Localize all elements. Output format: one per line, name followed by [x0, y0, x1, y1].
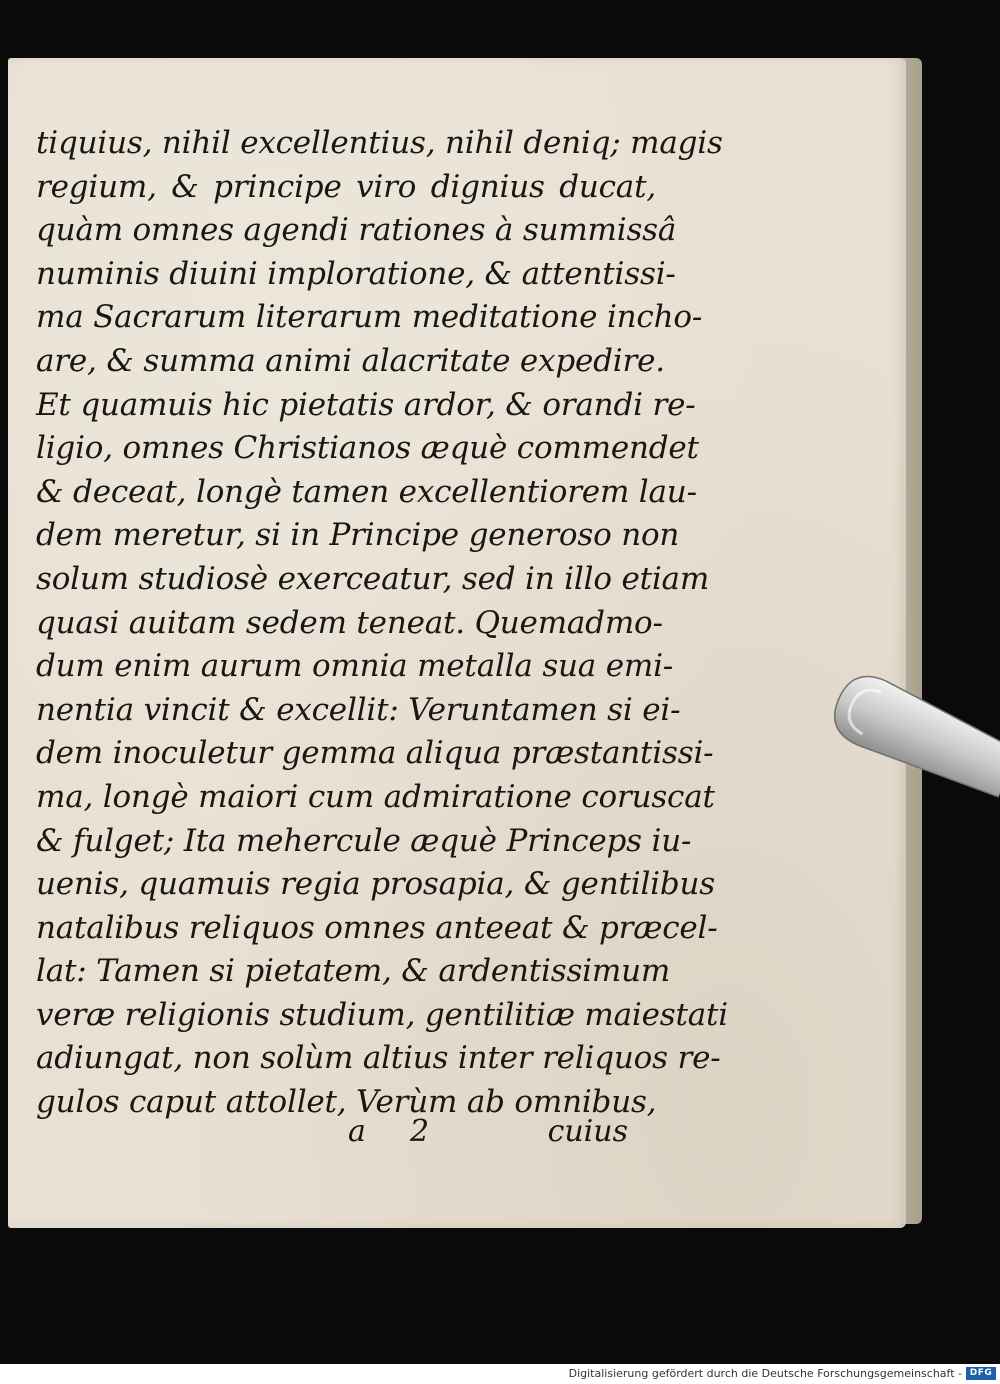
text-line: adiungat, non solùm altius inter reliquos re-	[36, 1040, 721, 1077]
text-line: solum studiosè exerceatur, sed in illo etiam	[36, 560, 710, 597]
text-line: tiquius, nihil excellentius, nihil deniq; magis	[36, 125, 723, 161]
text-line: ligio, omnes Christianos æquè commendet	[36, 430, 699, 467]
text-block	[36, 122, 728, 1125]
catchword: cuius	[547, 1114, 628, 1149]
text-line: numinis diuini imploratione, & attentissi-	[36, 255, 676, 292]
text-line: dem meretur, si in Principe generoso non	[36, 517, 680, 554]
signature-letter: a	[348, 1114, 366, 1149]
text-line: dem inoculetur gemma aliqua præstantissi-	[36, 735, 714, 772]
footer-credit: Digitalisierung gefördert durch die Deutsche Forschungsgemeinschaft -	[568, 1367, 962, 1380]
text-line: & deceat, longè tamen excellentiorem lau-	[36, 473, 697, 510]
text-line: nentia vincit & excellit: Veruntamen si ei-	[36, 691, 681, 728]
text-line: natalibus reliquos omnes anteeat & præcel-	[36, 909, 718, 946]
footer-bar	[0, 1364, 1000, 1384]
signature-number: 2	[410, 1114, 430, 1149]
text-line: regium, & principe viro dignius ducat,	[36, 168, 656, 205]
dfg-logo: DFG	[966, 1367, 996, 1380]
text-line: ma Sacrarum literarum meditatione incho-	[36, 299, 703, 336]
text-line: & fulget; Ita mehercule æquè Princeps iu-	[36, 822, 692, 859]
text-line: dum enim aurum omnia metalla sua emi-	[36, 648, 674, 685]
text-line: are, & summa animi alacritate expedire.	[36, 342, 665, 379]
book-page	[8, 58, 906, 1228]
text-line: Et quamuis hic pietatis ardor, & orandi re-	[36, 386, 696, 423]
text-line: lat: Tamen si pietatem, & ardentissimum	[36, 953, 671, 990]
signature-mark	[348, 1110, 628, 1154]
text-line: veræ religionis studium, gentilitiæ maiestati	[36, 996, 728, 1033]
text-line: uenis, quamuis regia prosapia, & gentilibus	[36, 866, 715, 903]
text-line: gulos caput attollet, Verùm ab omnibus,	[36, 1084, 657, 1121]
text-line: quasi auitam sedem teneat. Quemadmo-	[36, 604, 663, 641]
text-line: ma, longè maiori cum admiratione coruscat	[36, 778, 715, 815]
text-line: quàm omnes agendi rationes à summissâ	[36, 212, 677, 249]
